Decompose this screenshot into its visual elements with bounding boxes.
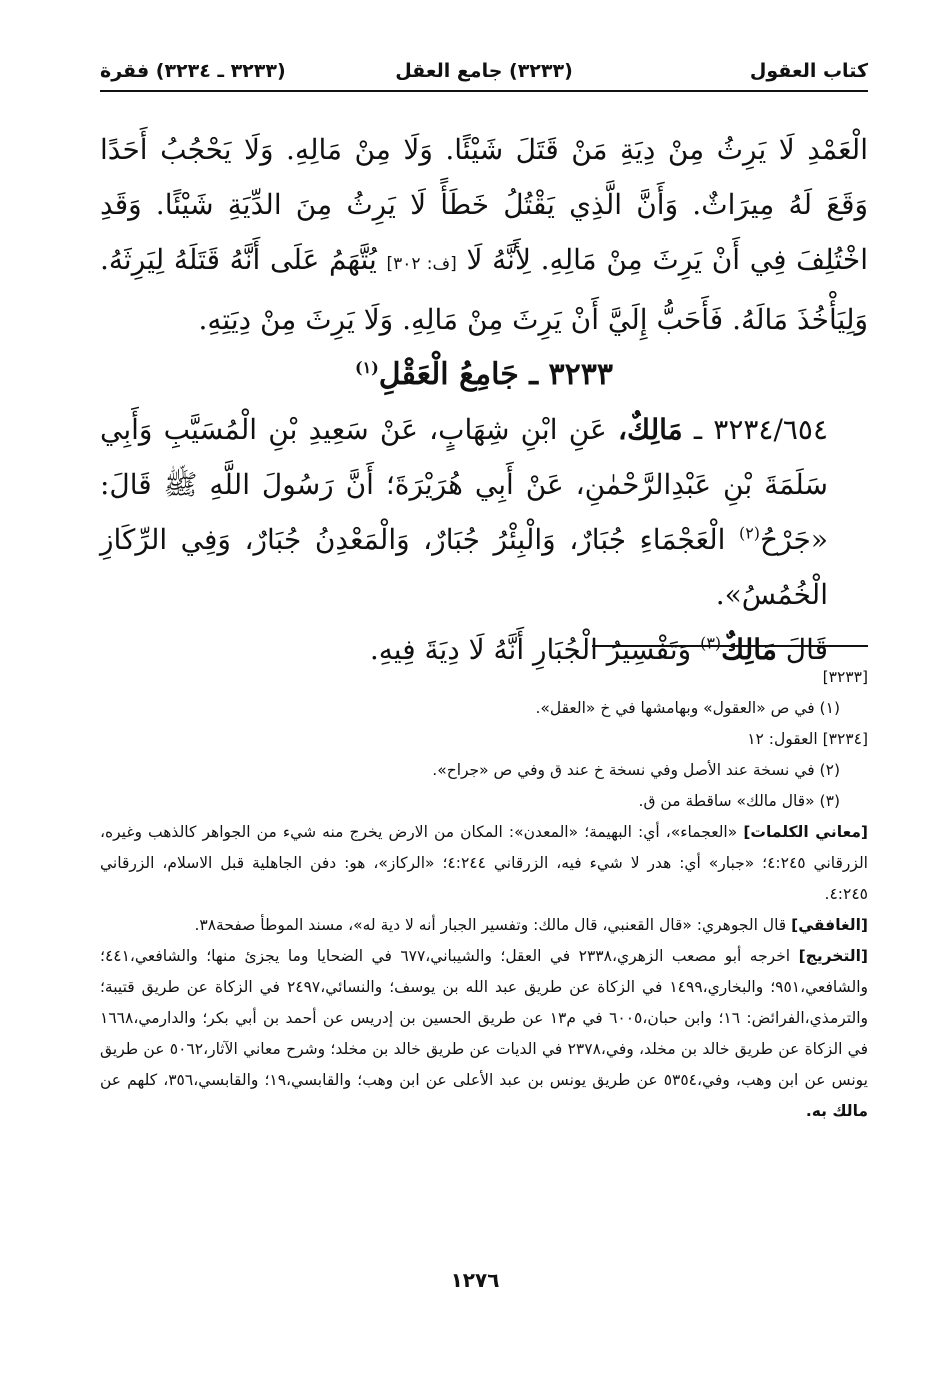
- book-title: كتاب العقول: [749, 60, 868, 82]
- takhrij-label: [التخريج]: [798, 947, 868, 965]
- ghafiqi-note: [100, 910, 868, 941]
- footnote-marker-3: (٣): [700, 633, 722, 653]
- footnote-ref-3234: [٣٢٣٤] العقول: ١٢: [747, 730, 868, 748]
- footnote-marker-1: (١): [355, 358, 379, 377]
- page-number: ١٢٧٦: [450, 1268, 500, 1292]
- footnote-marker-2: (٢): [738, 523, 761, 543]
- footnote-3: (٣) «قال مالك» ساقطة من ق.: [638, 792, 840, 810]
- hadith-number: ٣٢٣٤/٦٥٤ ـ: [693, 413, 829, 446]
- takhrij-note: [100, 941, 868, 1127]
- chapter-heading-text: ٣٢٣٣ ـ جَامِعُ الْعَقْلِ: [378, 357, 613, 392]
- footnote-1: (١) في ص «العقول» وبهامشها في خ «العقل».: [535, 699, 840, 717]
- opening-text-a: الْعَمْدِ لَا يَرِثُ مِنْ دِيَةِ مَنْ قَتَلَ شَيْئًا. وَلَا مِنْ مَالِهِ. وَلَا يَحْجُبُ أَحَدًا وَقَعَ لَهُ مِيرَاثٌ. وَأَنَّ الَّذِي يَقْتُلُ خَطَأً لَا يَرِثُ مِنَ الدِّيَةِ شَيْئًا. وَقَدِ اخْتُلِفَ فِي أَنْ يَرِثَ مِنْ مَالِهِ. لِأَنَّهُ لَا: [100, 133, 868, 276]
- commentary-malik: مَالِكٌ: [721, 633, 777, 666]
- narrator-malik: مَالِكٌ،: [617, 413, 683, 446]
- hadith-text-a: عَنِ ابْنِ شِهَابٍ، عَنْ سَعِيدِ بْنِ الْمُسَيَّبِ وَأَبِي سَلَمَةَ بْنِ عَبْدِالرَّحْمٰنِ، عَنْ أَبِي هُرَيْرَةَ؛ أَنَّ رَسُولَ اللَّهِ ﷺ قَالَ: «جَرْحُ: [100, 413, 828, 556]
- takhrij-end: مالك به.: [805, 1102, 868, 1120]
- page-reference: [ف: ٣٠٢]: [386, 254, 457, 274]
- running-header: [100, 56, 868, 92]
- chapter-heading: [100, 347, 868, 402]
- hadith-text-b: الْعَجْمَاءِ جُبَارٌ، وَالْبِئْرُ جُبَارٌ، وَالْمَعْدِنُ جُبَارٌ، وَفِي الرِّكَازِ الْخُمُسُ».: [100, 523, 828, 611]
- ghafiqi-text: قال الجوهري: «قال القعنبي، قال مالك: وتفسير الجبار أنه لا دية له»، مسند الموطأ صفحة٣٨.: [194, 916, 787, 934]
- footnote-2: (٢) في نسخة عند الأصل وفي نسخة خ عند ق وفي ص «جراح».: [432, 761, 840, 779]
- footnote-separator: [592, 645, 868, 647]
- commentary-text: وَتَفْسِيرُ الْجُبَارِ أَنَّهُ لَا دِيَةَ فِيهِ.: [369, 633, 692, 666]
- qala-word: قَالَ: [785, 633, 828, 666]
- chapter-title: (٣٢٣٣) جامع العقل: [395, 60, 573, 82]
- paragraph-range: (٣٢٣٣ ـ ٣٢٣٤) فقرة: [100, 60, 286, 82]
- opening-text-b: يُتَّهَمُ عَلَى أَنَّهُ قَتَلَهُ لِيَرِثَهُ. وَلِيَأْخُذَ مَالَهُ. فَأَحَبُّ إِلَيَّ أَنْ يَرِثَ مِنْ مَالِهِ. وَلَا يَرِثَ مِنْ دِيَتِهِ.: [100, 243, 868, 336]
- ghafiqi-label: [الغافقي]: [791, 916, 868, 934]
- footnotes: [100, 662, 868, 1127]
- word-meanings: [100, 817, 868, 910]
- takhrij-text: اخرجه أبو مصعب الزهري،٢٣٣٨ في العقل؛ والشيباني،٦٧٧ في الضحايا وما يجزئ منها؛ والشافعي،٤٤١؛ والشافعي،٩٥١؛ والبخاري،١٤٩٩ في الزكاة عن طريق عبد الله بن يوسف؛ والنسائي،٢٤٩٧ في الزكاة عن طريق قتيبة؛ والترمذي،الفرائض: ١٦؛ وابن حبان،٦٠٠٥ في م١٣ عن طريق الحسين بن إدريس عن أحمد بن أبي بكر؛ والدارمي،١٦٦٨ في الزكاة عن طريق خالد بن مخلد، وفي،٢٣٧٨ في الديات عن طريق خالد بن مخلد؛ وشرح معاني الآثار،٥٠٦٢ عن طريق يونس عن ابن وهب، وفي،٥٣٥٤ عن طريق يونس بن عبد الأعلى عن ابن وهب؛ والقابسي،١٩؛ والقابسي،٣٥٦، كلهم عن: [100, 947, 868, 1089]
- word-meanings-text: «العجماء»، أي: البهيمة؛ «المعدن»: المكان من الارض يخرج منه شيء من الجواهر كالذهب وغيره، الزرقاني ٤:٢٤٥؛ «جبار» أي: هدر لا شيء فيه، الزرقاني ٤:٢٤٤؛ «الركاز»، هو: دفن الجاهلية قبل الاسلام، الزرقاني ٤:٢٤٥.: [100, 823, 868, 903]
- hadith-paragraph: [100, 402, 868, 622]
- word-meanings-label: [معاني الكلمات]: [743, 823, 869, 841]
- main-text: [100, 122, 868, 677]
- footnote-ref-3233: [٣٢٣٣]: [822, 668, 868, 686]
- opening-paragraph: [100, 122, 868, 347]
